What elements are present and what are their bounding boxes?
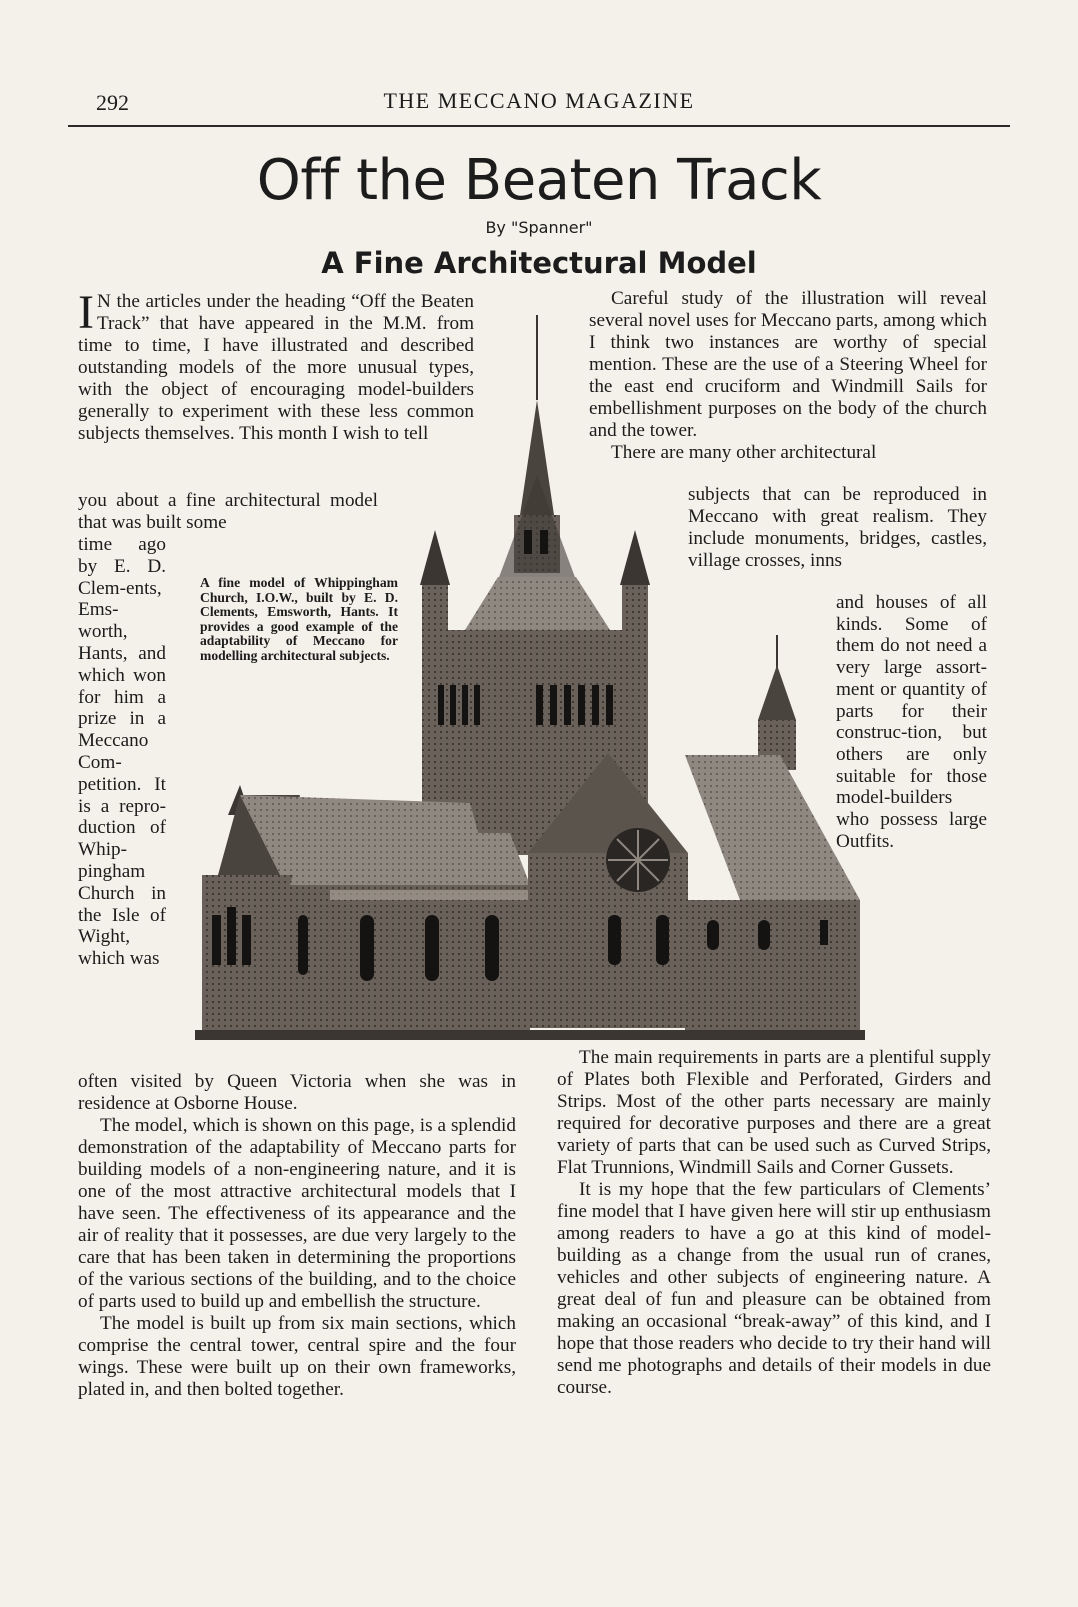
left-col-mid: you about a fine architectural model that was built some — [78, 490, 378, 533]
right-p4: It is my hope that the few particulars of Clements’ fine model that I have given here will stir up enthusiasm among readers to have a go at this kind of model-building as a change from the usual run of cranes, vehicles and other subjects of engineering nature. A great deal of fun and pleasure can be obtained from making an occasional “break-away” of this kind, and I hope that those readers who decide to try their hand will send me photographs and details of their models in due course. — [557, 1179, 991, 1398]
right-p2-top: There are many other architectural — [611, 442, 877, 463]
left-p3: The model is built up from six main sections, which comprise the central tower, central spire and the four wings. These were built up on their own frameworks, plated in, and then bolted together. — [78, 1313, 516, 1400]
drop-cap: I — [78, 286, 94, 339]
photo-caption: A fine model of Whippingham Church, I.O.W., built by E. D. Clements, Emsworth, Hants. It provides a good example of the adaptability of Meccano for modelling architectural subjects. — [200, 575, 398, 663]
right-p3: The main requirements in parts are a plentiful supply of Plates both Flexible and Perforated, Girders and Strips. Most of the other parts necessary are mainly required for decorative purposes and there are a great variety of parts that can be used such as Curved Strips, Flat Trunnions, Windmill Sails and Corner Gussets. — [557, 1047, 991, 1178]
running-head: THE MECCANO MAGAZINE — [383, 88, 695, 113]
left-p1-top: N the articles under the heading “Off the Beaten Track” that have appeared in the M.M. from time to time, I have illustrated and described outstanding models of the more unusual types, with the object of encouraging model-builders generally to experiment with these less common subjects themselves. This month I wish to tell — [78, 291, 474, 444]
right-col-narrow: and houses of all kinds. Some of them do not need a very large assort-ment or quantity of parts for their construc-tion, but others are only suitable for those model-builders who possess large Outfits. — [836, 592, 987, 852]
article-subtitle: A Fine Architectural Model — [321, 246, 757, 280]
left-p2: The model, which is shown on this page, is a splendid demonstration of the adaptability of Meccano parts for building models of a non-engineering nature, and it is one of the most attractive architectural models that I have seen. The effectiveness of its appearance and the air of reality that it possesses, are due very largely to the care that has been taken in determining the proportions of the various sections of the building, and to the choice of parts used to build up and embellish the structure. — [78, 1115, 516, 1312]
right-p1: Careful study of the illustration will reveal several novel uses for Meccano parts, among which I think two instances are worthy of special mention. These are the use of a Steering Wheel for the east end cruciform and Windmill Sails for embellishment purposes on the body of the church and the tower. — [589, 288, 987, 441]
article-title: Off the Beaten Track — [256, 148, 822, 213]
article-byline: By "Spanner" — [485, 218, 593, 237]
church-model-photo — [180, 315, 880, 1055]
left-col-bottom — [78, 1071, 516, 1401]
header-rule — [68, 125, 1010, 127]
right-col-bottom — [557, 1047, 991, 1399]
left-col-narrow: time ago by E. D. Clem-ents, Ems-worth, Hants, and which won for him a prize in a Meccano Com-petition. It is a repro-duction of Whip-pingham Church in the Isle of Wight, which was — [78, 534, 166, 970]
right-col-mid: subjects that can be reproduced in Meccano with great realism. They include monuments, bridges, castles, village crosses, inns — [688, 484, 987, 571]
page-number: 292 — [96, 90, 129, 115]
left-p1-bottom: often visited by Queen Victoria when she was in residence at Osborne House. — [78, 1071, 516, 1114]
